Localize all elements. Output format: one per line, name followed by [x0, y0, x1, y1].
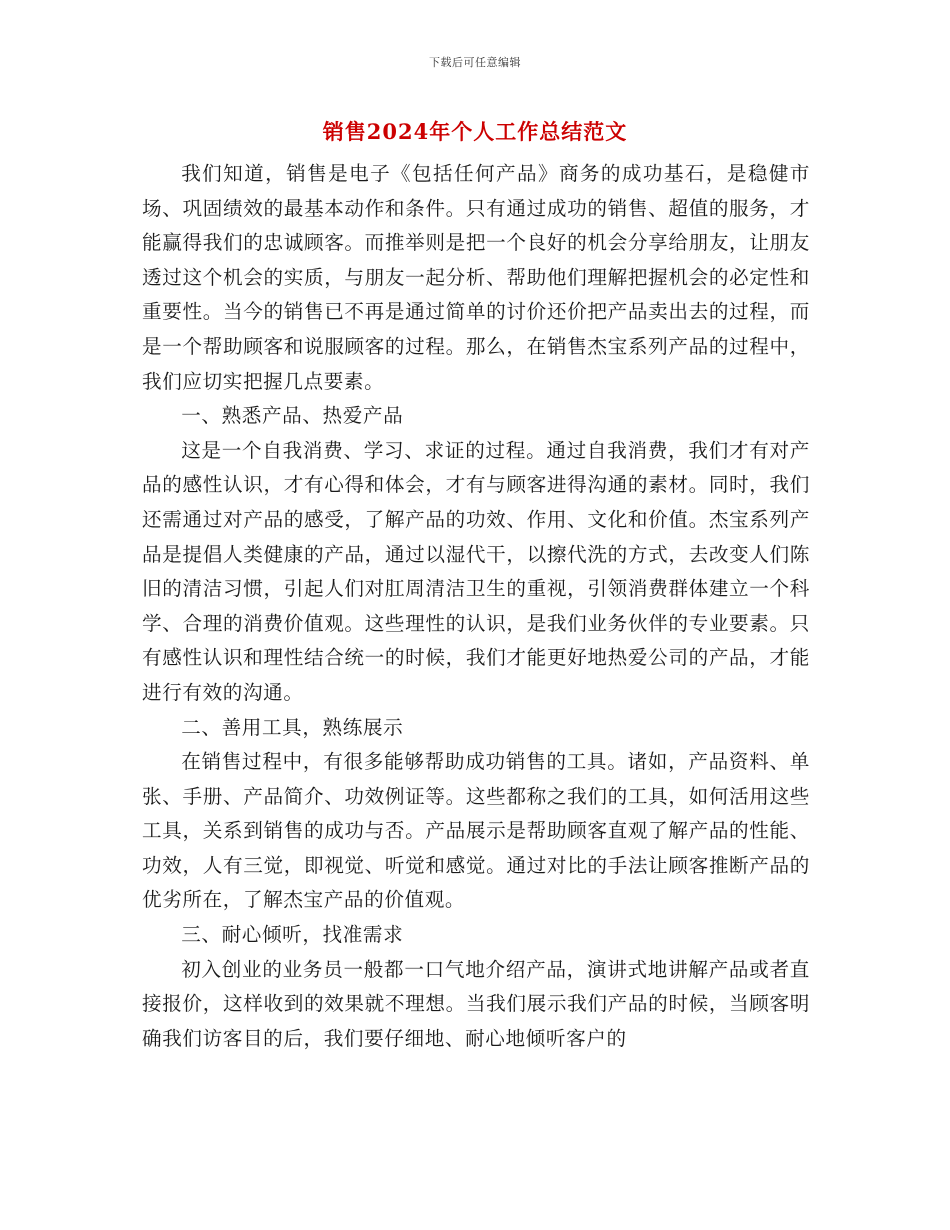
section-heading-3: 三、耐心倾听，找准需求 — [181, 923, 404, 947]
intro-paragraph: 我们知道，销售是电子《包括任何产品》商务的成功基石，是稳健市场、巩固绩效的最基本动作和条件。只有通过成功的销售、超值的服务，才能赢得我们的忠诚顾客。而推举则是把一个良好的机会分享给朋友，让朋友透过这个机会的实质，与朋友一起分析、帮助他们理解把握机会的必定性和重要性。当今的销售已不再是通过简单的讨价还价把产品卖出去的过程，而是一个帮助顾客和说服顾客的过程。那么，在销售杰宝系列产品的过程中，我们应切实把握几点要素。 — [142, 162, 810, 393]
section-body-2: 在销售过程中，有很多能够帮助成功销售的工具。诸如，产品资料、单张、手册、产品简介、功效例证等。这些都称之我们的工具，如何活用这些工具，关系到销售的成功与否。产品展示是帮助顾客直观了解产品的性能、功效，人有三觉，即视觉、听觉和感觉。通过对比的手法让顾客推断产品的优劣所在，了解杰宝产品的价值观。 — [142, 750, 810, 912]
document-body — [142, 157, 810, 1056]
document-title: 销售2024年个人工作总结范文 — [322, 119, 628, 144]
section-body-1: 这是一个自我消费、学习、求证的过程。通过自我消费，我们才有对产品的感性认识，才有心得和体会，才有与顾客进得沟通的素材。同时，我们还需通过对产品的感受，了解产品的功效、作用、文化和价值。杰宝系列产品是提倡人类健康的产品，通过以湿代干，以擦代洗的方式，去改变人们陈旧的清洁习惯，引起人们对肛周清洁卫生的重视，引领消费群体建立一个科学、合理的消费价值观。这些理性的认识，是我们业务伙伴的专业要素。只有感性认识和理性结合统一的时候，我们才能更好地热爱公司的产品，才能进行有效的沟通。 — [142, 438, 810, 704]
section-body-3: 初入创业的业务员一般都一口气地介绍产品，演讲式地讲解产品或者直接报价，这样收到的效果就不理想。当我们展示我们产品的时候，当顾客明确我们访客目的后，我们要仔细地、耐心地倾听客户的 — [142, 957, 810, 1050]
header-note: 下载后可任意编辑 — [429, 56, 521, 69]
section-heading-1: 一、熟悉产品、热爱产品 — [181, 404, 404, 428]
section-heading-2: 二、善用工具，熟练展示 — [181, 715, 404, 739]
